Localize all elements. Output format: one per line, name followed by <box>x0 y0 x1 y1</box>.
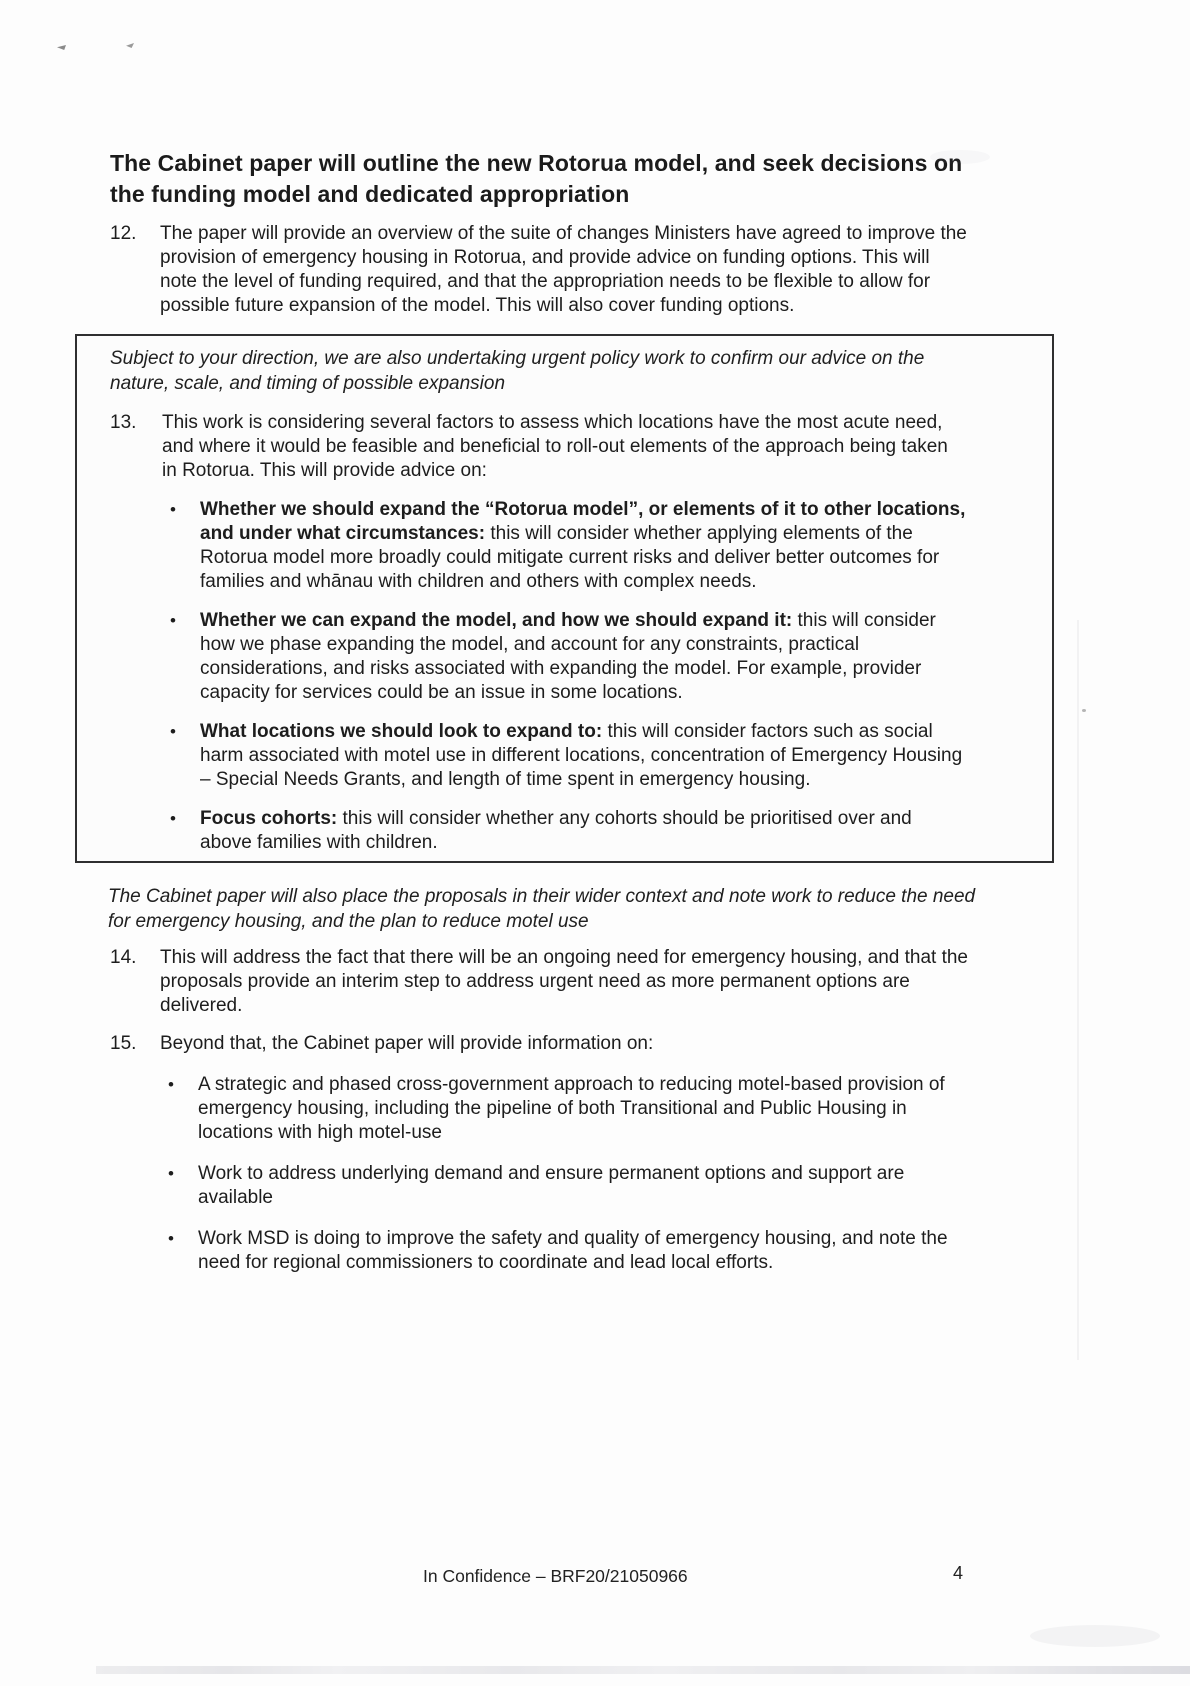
bullet-lead-in: Focus cohorts: <box>200 808 338 829</box>
scan-smudge <box>1030 1625 1160 1647</box>
section2-heading: The Cabinet paper will also place the proposals in their wider context and note work to reduce the need for emergency housing, and the plan to reduce motel use <box>108 886 976 932</box>
scan-line-artifact <box>1077 620 1079 1360</box>
bullet-body: this will consider factors such as social harm associated with motel use in different locations, concentration of Emergency Housing – Special Needs Grants, and length of time spent in emergency housing. <box>200 721 963 790</box>
scan-speck-icon <box>57 45 66 50</box>
boxed-section-heading: Subject to your direction, we are also undertaking urgent policy work to confirm our advice on the nature, scale, and timing of possible expansion <box>110 348 925 394</box>
list-item <box>168 1162 960 1210</box>
bullet-body: this will consider whether applying elements of the Rotorua model more broadly could mitigate current risks and deliver better outcomes for families and whānau with children and others with complex needs. <box>200 523 940 592</box>
list-item <box>170 498 966 594</box>
bullet-icon: • <box>170 722 176 741</box>
paragraph-text: This will address the fact that there will be an ongoing need for emergency housing, and that the proposals provide an interim step to address urgent need as more permanent options are delivered. <box>160 947 968 1016</box>
bullet-icon: • <box>170 500 176 519</box>
paragraph-number: 15. <box>110 1033 137 1054</box>
list-item <box>170 609 966 705</box>
bullet-text <box>200 720 966 792</box>
paragraph-number: 13. <box>110 412 137 433</box>
paragraph-text: This work is considering several factors to assess which locations have the most acute need, and where it would be feasible and beneficial to roll-out elements of the approach being taken in Rotorua. This will provide advice on: <box>162 412 948 481</box>
bullet-text <box>200 807 966 855</box>
boxed-bullet-list <box>110 498 968 855</box>
bullet-icon: • <box>170 809 176 828</box>
footer-classification: In Confidence – BRF20/21050966 <box>423 1566 688 1586</box>
bullet-lead-in: What locations we should look to expand to: <box>200 721 603 742</box>
numbered-paragraph-12 <box>110 222 970 318</box>
scan-smudge <box>930 150 990 164</box>
bullet-icon: • <box>168 1229 174 1248</box>
list-item <box>170 807 966 855</box>
boxed-section <box>75 334 1054 863</box>
bullet-text: Work MSD is doing to improve the safety and quality of emergency housing, and note the need for regional commissioners to coordinate and lead local efforts. <box>198 1228 948 1273</box>
paragraph-text: Beyond that, the Cabinet paper will provide information on: <box>160 1033 654 1054</box>
bullet-icon: • <box>170 611 176 630</box>
bullet-text <box>200 498 966 594</box>
bullet-body: this will consider whether any cohorts should be prioritised over and above families with children. <box>200 808 912 853</box>
bullet-body: this will consider how we phase expanding the model, and account for any constraints, practical considerations, and risks associated with expanding the model. For example, provider capacity for services could be an issue in some locations. <box>200 610 936 703</box>
page-number: 4 <box>953 1563 964 1583</box>
paragraph-text: The paper will provide an overview of the suite of changes Ministers have agreed to improve the provision of emergency housing in Rotorua, and provide advice on funding options. This will note the level of funding required, and that the appropriation needs to be flexible to allow for possible future expansion of the model. This will also cover funding options. <box>160 223 967 316</box>
bullet-icon: • <box>168 1075 174 1094</box>
scan-dot-icon <box>1082 709 1086 712</box>
bullet-text: A strategic and phased cross-government approach to reducing motel-based provision of emergency housing, including the pipeline of both Transitional and Public Housing in locations with high motel-use <box>198 1074 945 1143</box>
bullet-text <box>200 609 966 705</box>
bullet-lead-in: Whether we can expand the model, and how we should expand it: <box>200 610 793 631</box>
list-item <box>170 720 966 792</box>
numbered-paragraph-14 <box>110 946 970 1018</box>
numbered-paragraph-13 <box>110 411 966 483</box>
scan-edge-band <box>96 1666 1190 1674</box>
section-heading: The Cabinet paper will outline the new Rotorua model, and seek decisions on the funding model and dedicated appropriation <box>110 150 963 207</box>
paragraph-number: 12. <box>110 223 137 244</box>
list-item <box>168 1073 960 1145</box>
section2-bullet-list <box>0 1073 1190 1275</box>
bullet-lead-in: Whether we should expand the “Rotorua model”, or elements of it to other locations, and under what circumstances: <box>200 499 966 544</box>
bullet-icon: • <box>168 1164 174 1183</box>
numbered-paragraph-15 <box>110 1032 970 1056</box>
paragraph-number: 14. <box>110 947 137 968</box>
bullet-text: Work to address underlying demand and ensure permanent options and support are available <box>198 1163 905 1208</box>
list-item <box>168 1227 960 1275</box>
scan-speck-icon <box>126 43 134 48</box>
